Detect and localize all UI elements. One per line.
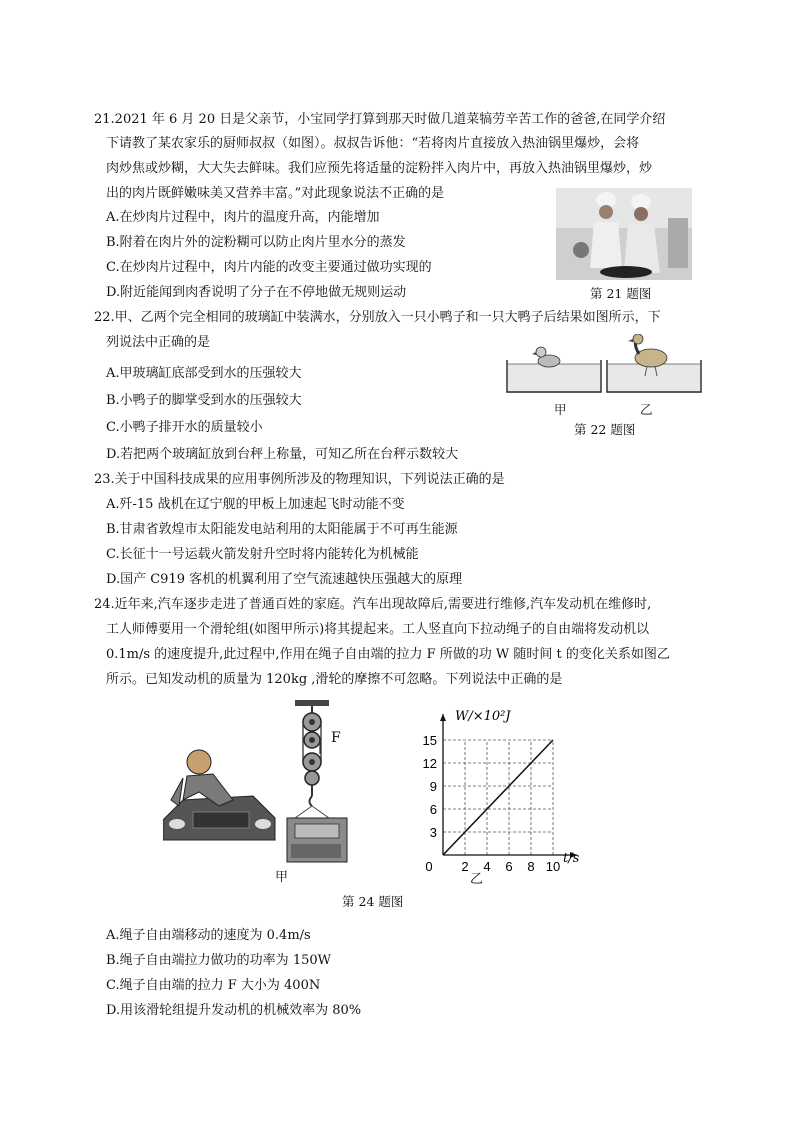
q24-caption: 第 24 题图 <box>342 894 404 909</box>
q23-option-b: B.甘肃省敦煌市太阳能发电站利用的太阳能属于不可再生能源 <box>106 522 458 537</box>
q24-option-b: B.绳子自由端拉力做功的功率为 150W <box>106 953 331 968</box>
q24-pulley-figure <box>163 700 383 868</box>
q24-option-a: A.绳子自由端移动的速度为 0.4m/s <box>106 928 311 943</box>
q22-option-b: B.小鸭子的脚掌受到水的压强较大 <box>106 393 302 408</box>
q21-line-2: 下请教了某农家乐的厨师叔叔（如图）。叔叔告诉他：“若将肉片直接放入热油锅里爆炒，会将 <box>106 136 640 151</box>
q22-label-jia: 甲 <box>554 402 567 417</box>
q22-line-1: 22.甲、乙两个完全相同的玻璃缸中装满水，分别放入一只小鸭子和一只大鸭子后结果如图所示，下 <box>94 310 661 325</box>
y-tick-label: 12 <box>422 756 437 771</box>
q21-caption: 第 21 题图 <box>590 286 652 301</box>
q24-line-2: 工人师傅要用一个滑轮组(如图甲所示)将其提起来。工人竖直向下拉动绳子的自由端将发动机以 <box>106 622 650 637</box>
x-tick-label: 6 <box>505 859 513 874</box>
q24-label-yi: 乙 <box>470 872 484 887</box>
x-tick-label: 8 <box>527 859 535 874</box>
q21-option-a: A.在炒肉片过程中，肉片的温度升高，内能增加 <box>106 210 380 225</box>
y-tick-label: 15 <box>422 733 437 748</box>
y-tick-label: 3 <box>429 825 437 840</box>
y-tick-label: 9 <box>429 779 437 794</box>
q22-label-yi: 乙 <box>640 402 653 417</box>
y-tick-label: 6 <box>429 802 437 817</box>
q24-line-1: 24.近年来,汽车逐步走进了普通百姓的家庭。汽车出现故障后,需要进行维修,汽车发动机在维修时, <box>94 597 652 612</box>
x-axis-label: t/s <box>563 851 580 866</box>
y-axis-arrow <box>440 714 446 721</box>
x-tick-label: 2 <box>461 859 469 874</box>
q23-option-d: D.国产 C919 客机的机翼利用了空气流速越快压强越大的原理 <box>106 572 463 587</box>
series-line <box>443 740 553 855</box>
q24-force-label: F <box>331 730 341 746</box>
q24-line-4: 所示。已知发动机的质量为 120kg ,滑轮的摩擦不可忽略。下列说法中正确的是 <box>106 672 563 687</box>
q22-option-a: A.甲玻璃缸底部受到水的压强较大 <box>106 366 302 381</box>
q22-line-2: 列说法中正确的是 <box>106 335 211 350</box>
x-tick-label: 0 <box>425 859 433 874</box>
y-axis-label: W/×10²J <box>455 709 511 724</box>
q21-line-4: 出的肉片既鲜嫩味美又营养丰富。”对此现象说法不正确的是 <box>106 186 445 201</box>
q22-tanks-figure <box>505 334 705 394</box>
q24-option-c: C.绳子自由端的拉力 F 大小为 400N <box>106 978 321 993</box>
q24-line-3: 0.1m/s 的速度提升,此过程中,作用在绳子自由端的拉力 F 所做的功 W 随时间 t 的变化关系如图乙 <box>106 647 670 662</box>
q21-option-b: B.附着在肉片外的淀粉糊可以防止肉片里水分的蒸发 <box>106 235 406 250</box>
q24-option-d: D.用该滑轮组提升发动机的机械效率为 80% <box>106 1003 362 1018</box>
q23-option-a: A.歼-15 战机在辽宁舰的甲板上加速起飞时动能不变 <box>106 497 405 512</box>
q24-label-jia: 甲 <box>275 870 289 885</box>
q22-option-c: C.小鸭子排开水的质量较小 <box>106 420 263 435</box>
q22-caption: 第 22 题图 <box>574 422 636 437</box>
q23-line-1: 23.关于中国科技成果的应用事例所涉及的物理知识，下列说法正确的是 <box>94 472 505 487</box>
q21-option-c: C.在炒肉片过程中，肉片内能的改变主要通过做功实现的 <box>106 260 432 275</box>
x-tick-label: 10 <box>545 859 561 874</box>
x-tick-label: 4 <box>483 859 491 874</box>
q24-work-time-chart <box>395 700 605 880</box>
q21-line-3: 肉炒焦或炒糊，大大失去鲜味。我们应预先将适量的淀粉拌入肉片中，再放入热油锅里爆炒，炒 <box>106 161 653 176</box>
q23-option-c: C.长征十一号运载火箭发射升空时将内能转化为机械能 <box>106 547 419 562</box>
q22-option-d: D.若把两个玻璃缸放到台秤上称量，可知乙所在台秤示数较大 <box>106 447 459 462</box>
q21-chef-photo <box>556 188 692 280</box>
q21-option-d: D.附近能闻到肉香说明了分子在不停地做无规则运动 <box>106 285 407 300</box>
q21-line-1: 21.2021 年 6 月 20 日是父亲节，小宝同学打算到那天时做几道菜犒劳辛苦工作的爸爸,在同学介绍 <box>94 112 666 127</box>
